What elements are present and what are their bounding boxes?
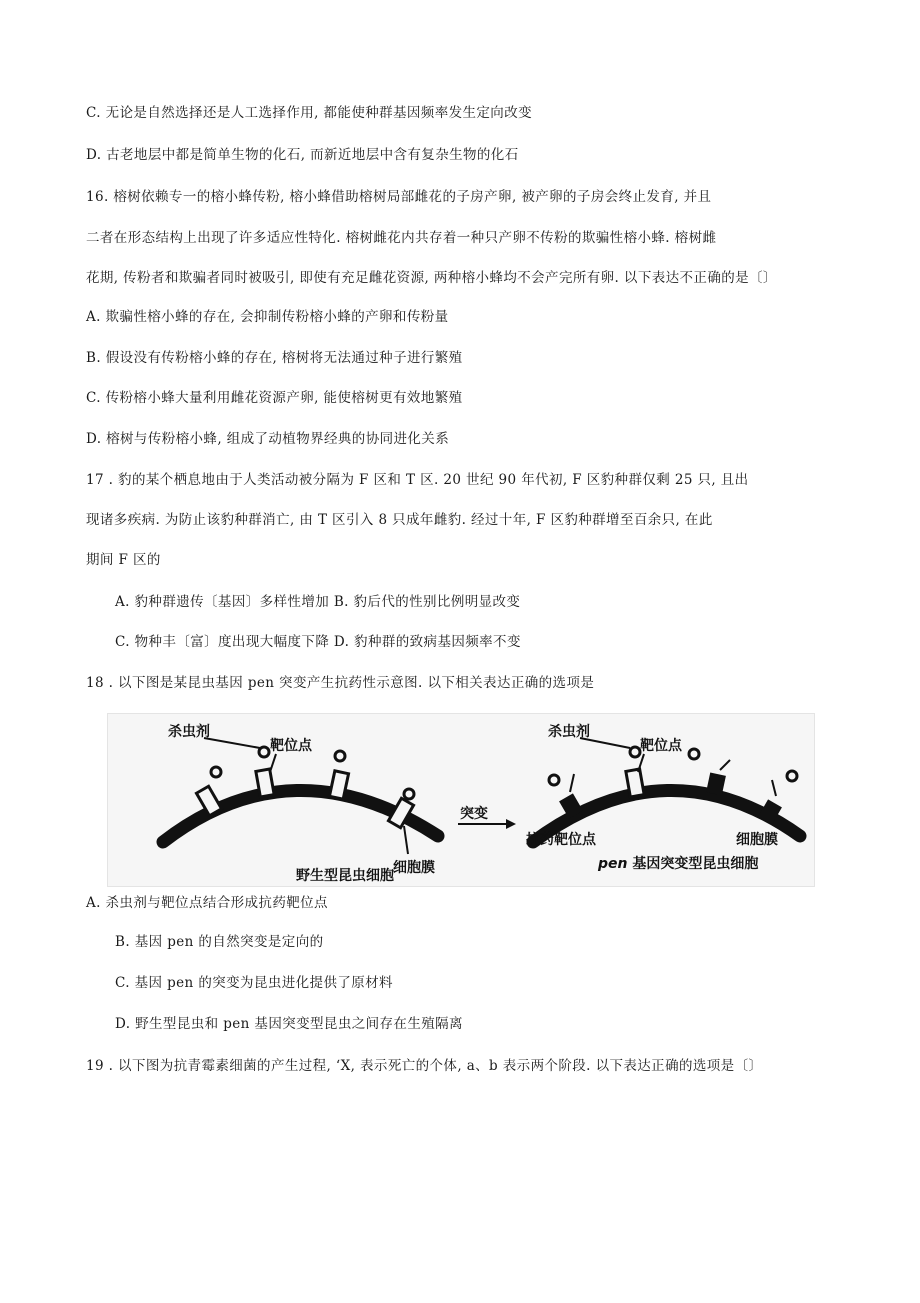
option-18c: C. 基因 pen 的突变为昆虫进化提供了原材料 <box>115 975 393 991</box>
question-17-line-1: 17 . 豹的某个栖息地由于人类活动被分隔为 F 区和 T 区. 20 世纪 90 年代初, F 区豹种群仅剩 25 只, 且出 <box>86 472 749 488</box>
option-16c: C. 传粉榕小蜂大量利用雌花资源产卵, 能使榕树更有效地繁殖 <box>86 390 463 406</box>
insecticide-molecule <box>404 789 414 799</box>
right-membrane-label: 细胞膜 <box>736 832 778 848</box>
insecticide-molecule <box>335 751 345 761</box>
insecticide-molecule <box>211 767 221 777</box>
arrow-head <box>506 819 516 829</box>
question-17-line-3: 期间 F 区的 <box>86 552 161 568</box>
option-18b: B. 基因 pen 的自然突变是定向的 <box>115 934 324 950</box>
right-resistant-label: 抗药靶位点 <box>526 832 596 848</box>
question-16-line-1: 16. 榕树依赖专一的榕小蜂传粉, 榕小蜂借助榕树局部雌花的子房产卵, 被产卵的子房会终止发育, 并且 <box>86 189 712 205</box>
resistance-figure <box>107 713 815 887</box>
insecticide-molecule <box>630 747 640 757</box>
question-18: 18 . 以下图是某昆虫基因 pen 突变产生抗药性示意图. 以下相关表达正确的选项是 <box>86 675 595 691</box>
question-19: 19 . 以下图为抗青霉素细菌的产生过程, ‘X, 表示死亡的个体, a、b 表示两个阶段. 以下表达正确的选项是〔〕 <box>86 1058 763 1074</box>
right-insecticide-label: 杀虫剂 <box>548 724 590 740</box>
question-17-line-2: 现诸多疾病. 为防止该豹种群消亡, 由 T 区引入 8 只成年雌豹. 经过十年, F 区豹种群增至百余只, 在此 <box>86 512 713 528</box>
option-16a: A. 欺骗性榕小蜂的存在, 会抑制传粉榕小蜂的产卵和传粉量 <box>86 309 449 325</box>
insecticide-molecule <box>689 749 699 759</box>
option-15d: D. 古老地层中都是简单生物的化石, 而新近地层中含有复杂生物的化石 <box>86 147 519 163</box>
arrow-label: 突变 <box>460 806 488 822</box>
insecticide-molecule <box>259 747 269 757</box>
left-target-site-2 <box>256 769 274 797</box>
option-15c: C. 无论是自然选择还是人工选择作用, 都能使种群基因频率发生定向改变 <box>86 105 533 121</box>
option-16b: B. 假设没有传粉榕小蜂的存在, 榕树将无法通过种子进行繁殖 <box>86 350 463 366</box>
left-target-label: 靶位点 <box>270 738 312 754</box>
option-16d: D. 榕树与传粉榕小蜂, 组成了动植物界经典的协同进化关系 <box>86 431 450 447</box>
left-insecticide-label: 杀虫剂 <box>168 724 210 740</box>
question-16-line-2: 二者在形态结构上出现了许多适应性特化. 榕树雌花内共存着一种只产卵不传粉的欺骗性榕小蜂. 榕树雌 <box>86 230 717 246</box>
option-18a: A. 杀虫剂与靶位点结合形成抗药靶位点 <box>86 895 328 911</box>
option-18d: D. 野生型昆虫和 pen 基因突变型昆虫之间存在生殖隔离 <box>115 1016 463 1032</box>
left-caption: 野生型昆虫细胞 <box>296 868 394 884</box>
option-17ab: A. 豹种群遗传〔基因〕多样性增加 B. 豹后代的性别比例明显改变 <box>115 594 521 610</box>
left-membrane-label: 细胞膜 <box>393 860 435 876</box>
insecticide-molecule <box>787 771 797 781</box>
insecticide-molecule <box>549 775 559 785</box>
option-17cd: C. 物种丰〔富〕度出现大幅度下降 D. 豹种群的致病基因频率不变 <box>115 634 521 650</box>
right-caption: pen 基因突变型昆虫细胞 <box>598 856 759 872</box>
question-16-line-3: 花期, 传粉者和欺骗者同时被吸引, 即使有充足雌花资源, 两种榕小蜂均不会产完所有卵. 以下表达不正确的是〔〕 <box>86 270 777 286</box>
right-target-site <box>626 769 644 797</box>
right-target-label: 靶位点 <box>640 738 682 754</box>
